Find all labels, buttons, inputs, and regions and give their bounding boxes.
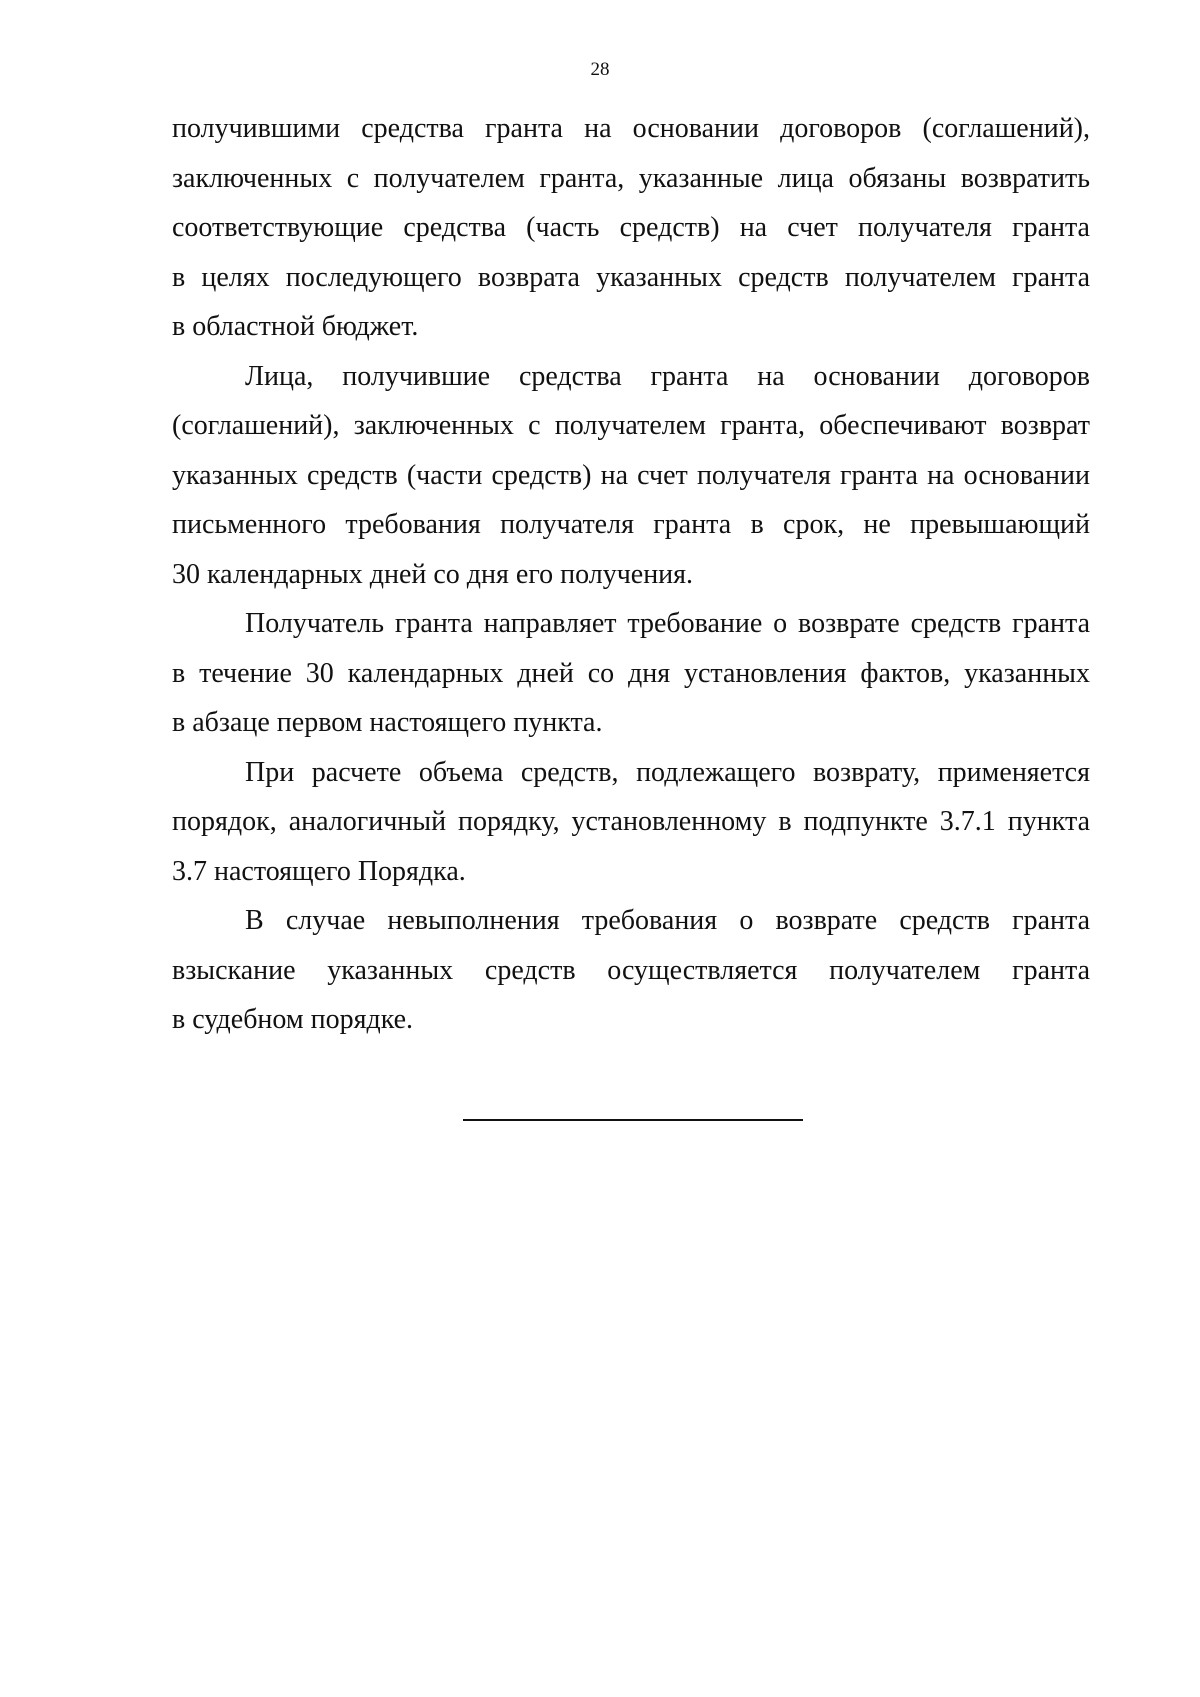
paragraph bbox=[172, 896, 1090, 1045]
text-line: в течение 30 календарных дней со дня установления фактов, указанных bbox=[172, 657, 1090, 689]
body-text bbox=[172, 104, 1090, 1045]
text-line: взыскание указанных средств осуществляется получателем гранта bbox=[172, 954, 1090, 986]
end-of-document-rule bbox=[463, 1119, 803, 1121]
text-line: в абзаце первом настоящего пункта. bbox=[172, 707, 603, 738]
paragraph bbox=[172, 352, 1090, 600]
text-line: (соглашений), заключенных с получателем гранта, обеспечивают возврат bbox=[172, 410, 1090, 441]
text-line: Получатель гранта направляет требование о возврате средств гранта bbox=[245, 608, 1090, 639]
page-number: 28 bbox=[590, 59, 610, 80]
text-line: В случае невыполнения требования о возврате средств гранта bbox=[245, 905, 1090, 936]
text-line: соответствующие средства (часть средств) на счет получателя гранта bbox=[172, 212, 1090, 243]
paragraph bbox=[172, 599, 1090, 748]
text-line: порядок, аналогичный порядку, установленному в подпункте 3.7.1 пункта bbox=[172, 806, 1090, 837]
text-line: письменного требования получателя гранта в срок, не превышающий bbox=[172, 509, 1090, 540]
text-line: При расчете объема средств, подлежащего возврату, применяется bbox=[245, 756, 1090, 788]
paragraph bbox=[172, 748, 1090, 897]
text-line: Лица, получившие средства гранта на основании договоров bbox=[245, 360, 1090, 392]
text-line: 30 календарных дней со дня его получения. bbox=[172, 558, 694, 590]
text-line: получившими средства гранта на основании договоров (соглашений), bbox=[172, 113, 1090, 144]
text-line: в целях последующего возврата указанных средств получателем гранта bbox=[172, 261, 1090, 293]
text-line: в областной бюджет. bbox=[172, 311, 419, 342]
text-line: указанных средств (части средств) на счет получателя гранта на основании bbox=[172, 459, 1090, 491]
text-line: 3.7 настоящего Порядка. bbox=[172, 855, 466, 887]
paragraph bbox=[172, 104, 1090, 352]
text-line: в судебном порядке. bbox=[172, 1004, 414, 1035]
text-line: заключенных с получателем гранта, указанные лица обязаны возвратить bbox=[172, 162, 1090, 194]
